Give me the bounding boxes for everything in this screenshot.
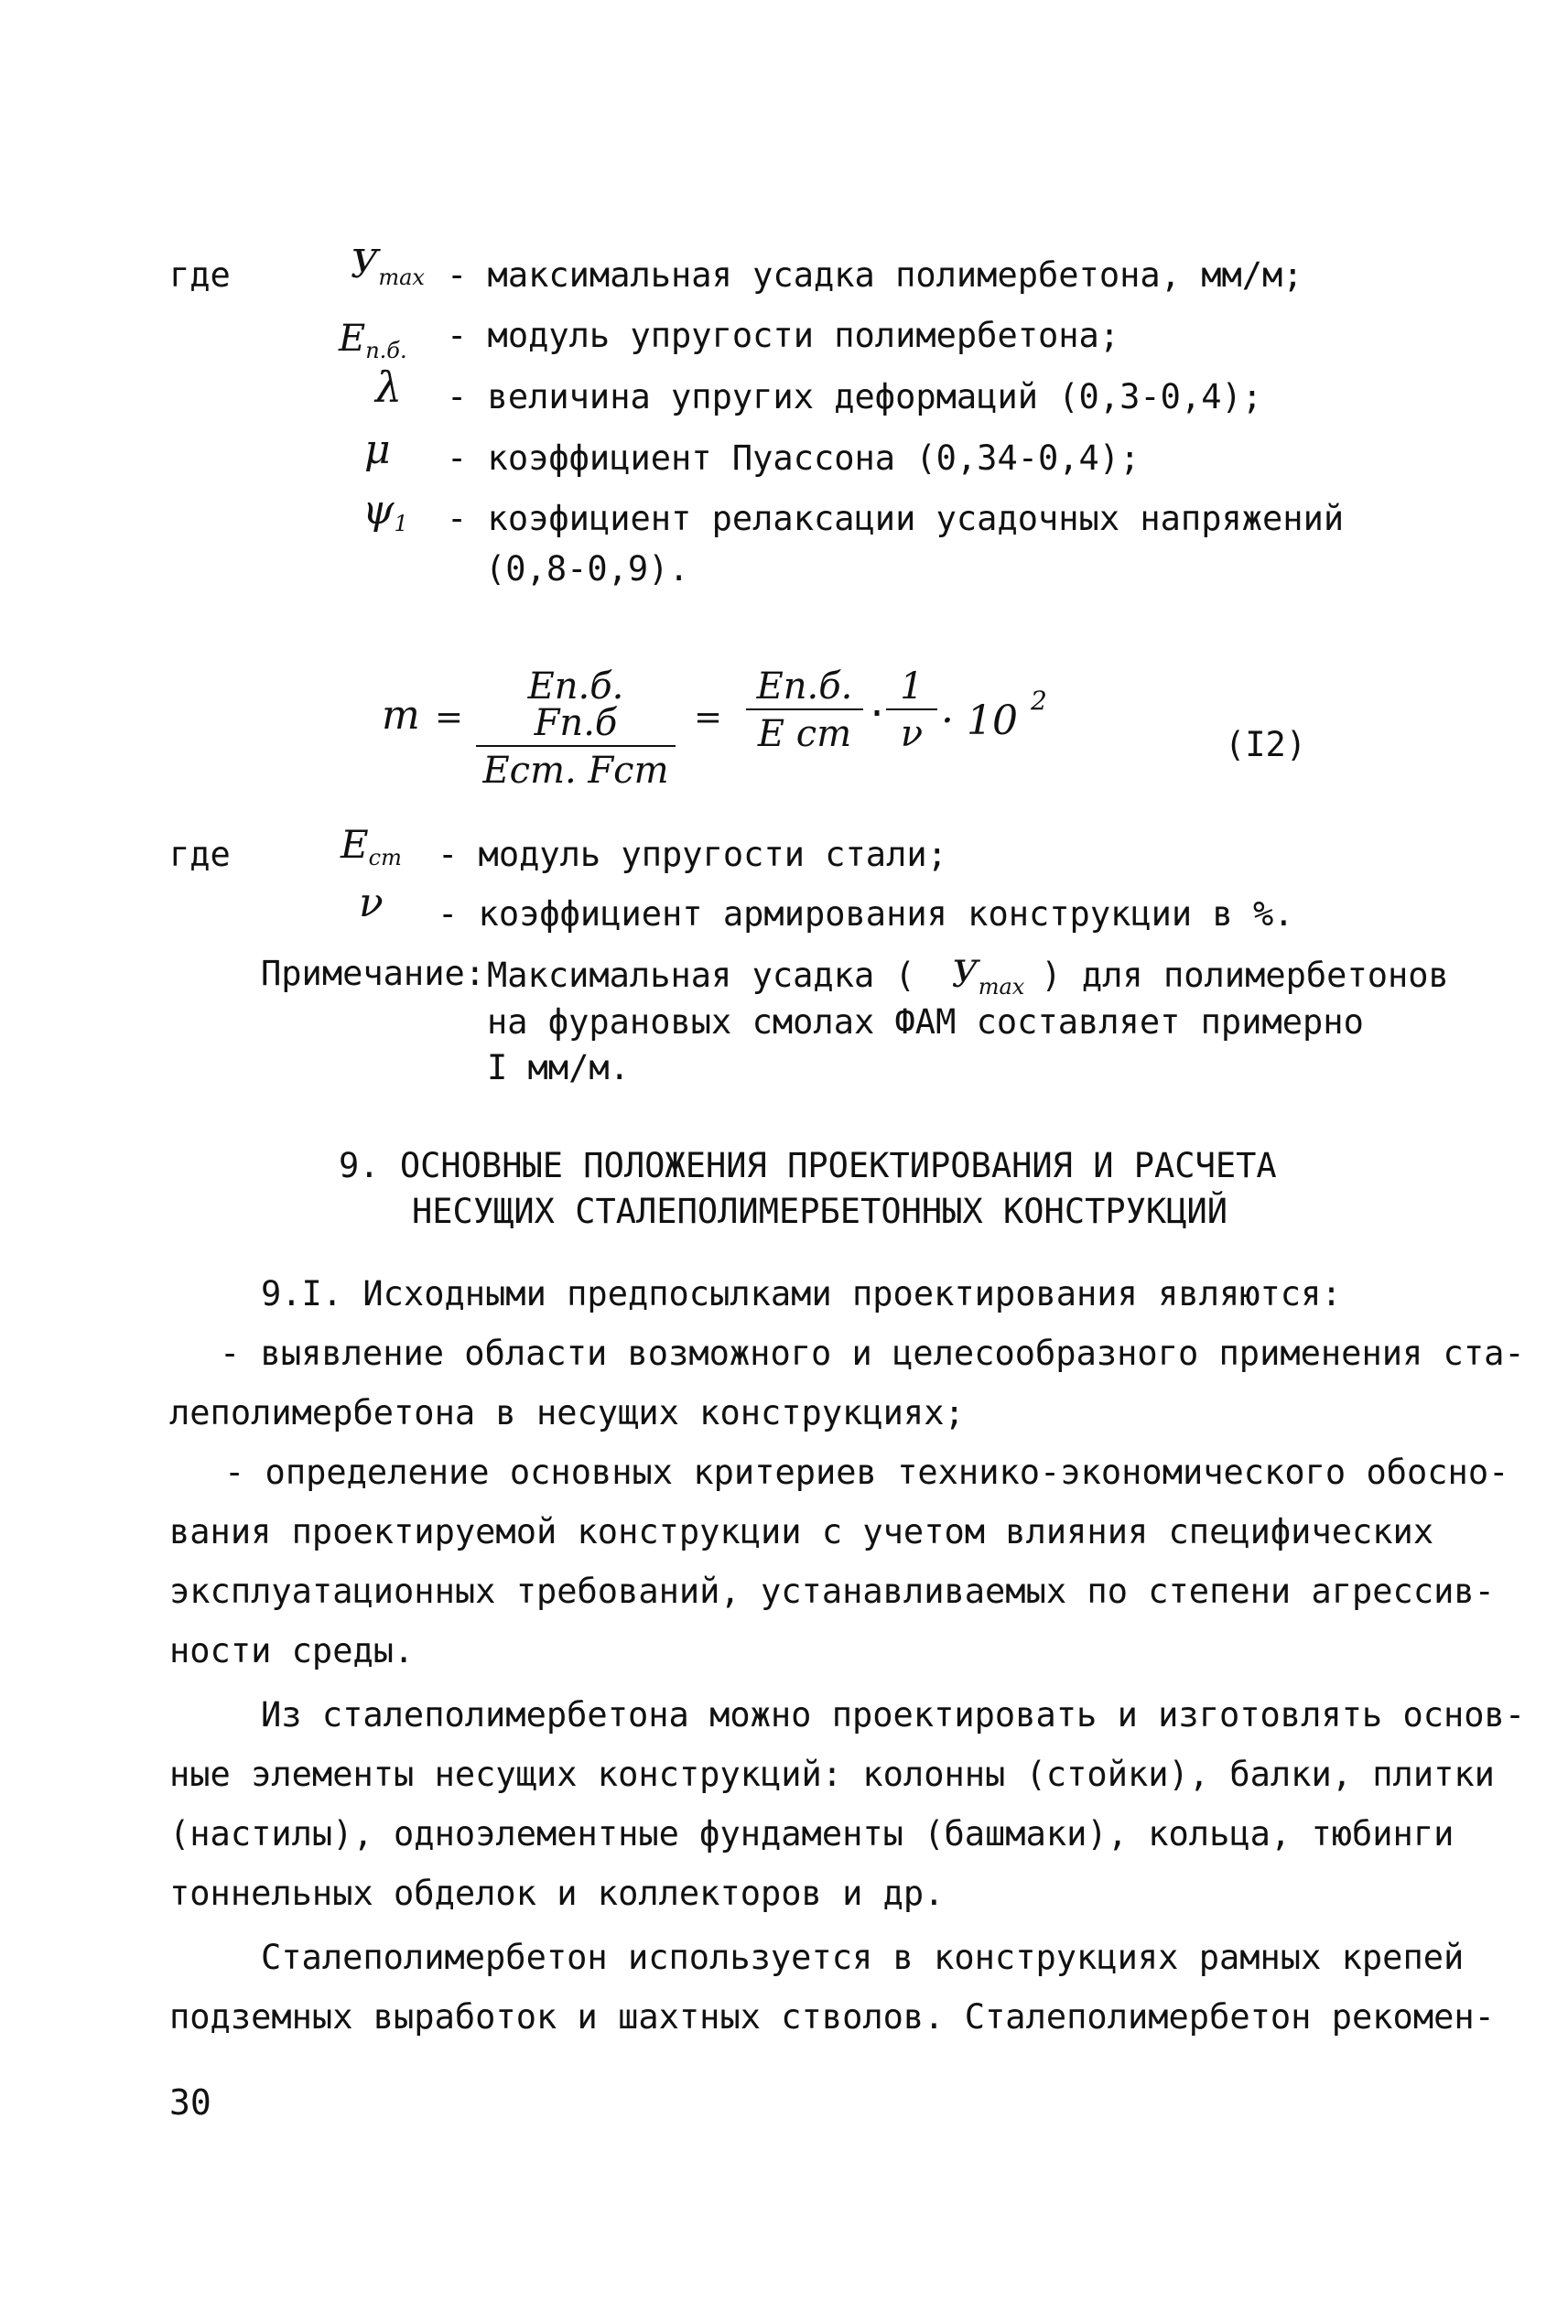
note-line-3: I мм/м. [487, 1048, 630, 1087]
definition-psi-continuation: (0,8-0,9). [485, 549, 689, 589]
note-line-2: на фурановых смолах ФАМ составляет примерно [487, 1002, 1364, 1042]
where-label-2: где [169, 835, 231, 874]
section-title-line-1: 9. ОСНОВНЫЕ ПОЛОЖЕНИЯ ПРОЕКТИРОВАНИЯ И РАСЧЕТА [339, 1146, 1277, 1185]
formula-lhs: m [382, 692, 420, 739]
formula-fraction-1 [476, 665, 676, 792]
page-number: 30 [169, 2082, 211, 2123]
note-symbol-y-max: $У_{max}$ [951, 954, 1025, 1000]
note-line-1 [487, 954, 1449, 1000]
body-line: (настилы), одноэлементные фундаменты (башмаки), кольца, тюбинги [169, 1814, 1454, 1854]
definition-nu: - коэффициент армирования конструкции в %. [438, 894, 1294, 934]
symbol-e-pb: $Е_{п.б.}$ [339, 318, 407, 363]
definition-e-st: - модуль упругости стали; [438, 835, 947, 874]
body-line: ности среды. [169, 1631, 415, 1670]
symbol-mu: μ [364, 427, 391, 473]
body-line: Сталеполимербетон используется в конструкциях рамных крепей [261, 1938, 1465, 1977]
body-line: 9.I. Исходными предпосылками проектирования являются: [261, 1274, 1342, 1313]
symbol-e-st: $Е_{ст}$ [341, 822, 402, 870]
where-label-1: где [169, 255, 231, 295]
symbol-psi: $\psi_1$ [362, 487, 408, 536]
note-line-1-after: ) для полимербетонов [1041, 956, 1449, 995]
formula-fraction-1-numerator: Еп.б. Fп.б [527, 665, 624, 744]
symbol-y-max: $У_{max}$ [351, 242, 425, 290]
formula-equals-1: = [435, 697, 464, 737]
formula-fraction-3-numerator: 1 [900, 665, 924, 708]
formula-multiplier: · 10 [941, 697, 1018, 744]
formula-fraction-1-denominator: Ест. Fст [482, 750, 669, 792]
note-line-1-before: Максимальная усадка ( [487, 956, 915, 995]
formula-fraction-3-denominator: ν [900, 713, 924, 755]
formula-fraction-2 [746, 665, 863, 755]
definition-psi: - коэфициент релаксации усадочных напряжений [447, 499, 1345, 538]
formula-fraction-2-denominator: Е ст [757, 713, 852, 755]
body-line: подземных выработок и шахтных стволов. Сталеполимербетон рекомен- [169, 1997, 1495, 2037]
symbol-nu: ν [359, 880, 384, 926]
section-title-line-2: НЕСУЩИХ СТАЛЕПОЛИМЕРБЕТОННЫХ КОНСТРУКЦИЙ [412, 1192, 1228, 1231]
formula-fraction-2-numerator: Еп.б. [756, 665, 853, 708]
body-line: эксплуатационных требований, устанавливаемых по степени агрессив- [169, 1572, 1495, 1611]
definition-y-max: - максимальная усадка полимербетона, мм/м; [447, 255, 1303, 295]
body-line: вания проектируемой конструкции с учетом влияния специфических [169, 1512, 1434, 1551]
body-line: - определение основных критериев технико-экономического обосно- [224, 1453, 1509, 1492]
body-line: ные элементы несущих конструкций: колонны (стойки), балки, плитки [169, 1755, 1495, 1794]
body-line: леполимербетона в несущих конструкциях; [169, 1393, 965, 1432]
body-line: тоннельных обделок и коллекторов и др. [169, 1874, 945, 1913]
symbol-lambda: λ [375, 362, 403, 412]
definition-e-pb: - модуль упругости полимербетона; [447, 316, 1120, 355]
definition-lambda: - величина упругих деформаций (0,3-0,4); [447, 377, 1263, 416]
body-line: - выявление области возможного и целесообразного применения ста- [220, 1334, 1525, 1373]
formula-dot: · [866, 693, 889, 735]
formula-equals-2: = [694, 697, 723, 737]
definition-mu: - коэффициент Пуассона (0,34-0,4); [447, 438, 1141, 478]
body-line: Из сталеполимербетона можно проектировать и изготовлять основ- [261, 1695, 1526, 1735]
formula-fraction-3 [886, 665, 937, 755]
formula-number: (I2) [1225, 725, 1307, 764]
note-label: Примечание: [261, 954, 486, 993]
formula-exponent: 2 [1031, 686, 1047, 716]
